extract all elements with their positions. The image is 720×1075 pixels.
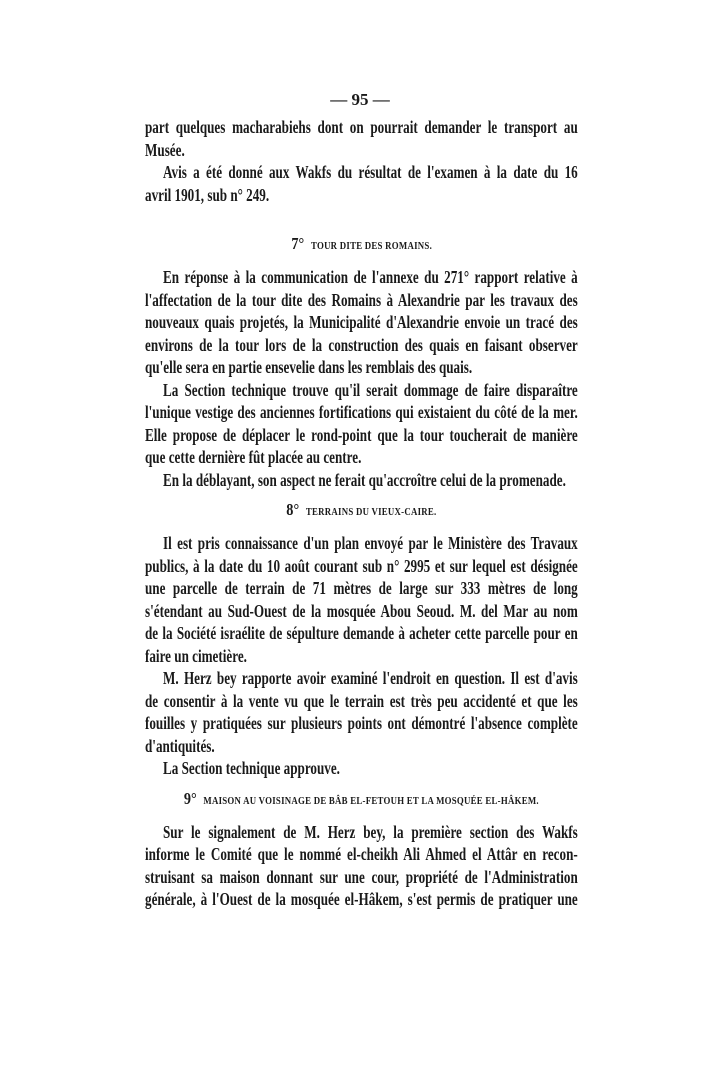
text-line: faire un cimetière. bbox=[145, 645, 247, 666]
section-number: 9° bbox=[183, 788, 197, 808]
section-number: 7° bbox=[291, 234, 305, 253]
paragraph bbox=[145, 667, 578, 757]
paragraph bbox=[145, 266, 578, 379]
text-line: que cette dernière fût placée au centre. bbox=[145, 447, 362, 467]
section-heading-text bbox=[286, 499, 436, 524]
section-title: TOUR DITE DES ROMAINS. bbox=[310, 241, 432, 252]
text-line: l'affectation de la tour dite des Romains à Alexandrie par les travaux des bbox=[145, 289, 578, 310]
text-line: Sur le signalement de M. Herz bey, la première section des Wakfs bbox=[163, 821, 578, 842]
section-heading bbox=[145, 499, 578, 524]
text-line: qu'elle sera en partie ensevelie dans les remblais des quais. bbox=[145, 357, 473, 377]
text-line: En la déblayant, son aspect ne ferait qu'accroître celui de la promenade. bbox=[163, 469, 566, 490]
text-line: Musée. bbox=[145, 139, 185, 160]
section-heading bbox=[145, 788, 578, 813]
text-line: avril 1901, sub n° 249. bbox=[145, 184, 270, 205]
text-line: publics, à la date du 10 août courant sub n° 2995 et sur lequel est désignée bbox=[145, 555, 578, 576]
text-line: générale, à l'Ouest de la mosquée el-Hâkem, s'est permis de pratiquer une bbox=[145, 889, 578, 909]
section-title: MAISON AU VOISINAGE DE BÂB EL-FETOUH ET LA MOSQUÉE EL-HÂKEM. bbox=[203, 795, 540, 807]
paragraph bbox=[145, 161, 578, 206]
paragraph bbox=[145, 757, 578, 780]
paragraph bbox=[145, 532, 578, 667]
section-heading-text bbox=[184, 788, 539, 813]
section-title: TERRAINS DU VIEUX-CAIRE. bbox=[305, 507, 437, 518]
text-line: part quelques macharabiehs dont on pourrait demander le transport au bbox=[145, 117, 578, 137]
text-line: d'antiquités. bbox=[145, 735, 215, 756]
text-line: M. Herz bey rapporte avoir examiné l'endroit en question. Il est d'avis bbox=[163, 668, 578, 688]
text-line: fouilles y pratiquées sur plusieurs points ont démontré l'absence complète bbox=[145, 713, 578, 733]
text-line: de consentir à la vente vu que le terrain est très peu accidenté et que les bbox=[145, 690, 578, 711]
text-line: s'étendant au Sud-Ouest de la mosquée Abou Seoud. M. del Mar au nom bbox=[145, 600, 578, 621]
paragraph bbox=[145, 379, 578, 469]
text-line: de la Société israélite de sépulture demande à acheter cette parcelle pour en bbox=[145, 623, 578, 643]
text-line: nouveaux quais projetés, la Municipalité d'Alexandrie envoie un tracé des bbox=[145, 312, 578, 332]
text-line: Avis a été donné aux Wakfs du résultat de l'examen à la date du 16 bbox=[163, 162, 578, 182]
section-heading bbox=[145, 233, 578, 258]
text-line: environs de la tour lors de la construction des quais en faisant observer bbox=[145, 334, 578, 355]
section-number: 8° bbox=[286, 500, 300, 519]
paragraph bbox=[145, 469, 578, 492]
text-line: La Section technique trouve qu'il serait dommage de faire disparaître bbox=[163, 379, 578, 400]
text-line: Il est pris connaissance d'un plan envoyé par le Ministère des Travaux bbox=[163, 533, 578, 553]
text-line: La Section technique approuve. bbox=[163, 758, 340, 778]
page-body bbox=[145, 116, 578, 911]
paragraph bbox=[145, 821, 578, 911]
text-line: une parcelle de terrain de 71 mètres de large sur 333 mètres de long bbox=[145, 578, 578, 598]
text-line: Elle propose de déplacer le rond-point que la tour toucherait de manière bbox=[145, 424, 578, 445]
section-heading-text bbox=[291, 233, 432, 258]
text-line: l'unique vestige des anciennes fortifications qui existaient du côté de la mer. bbox=[145, 402, 578, 422]
text-line: En réponse à la communication de l'annexe du 271° rapport relative à bbox=[163, 267, 578, 287]
paragraph bbox=[145, 116, 578, 161]
text-line: informe le Comité que le nommé el-cheikh Ali Ahmed el Attâr en recon- bbox=[145, 844, 578, 864]
page-number: — 95 — bbox=[330, 90, 390, 109]
text-line: struisant sa maison donnant sur une cour, propriété de l'Administration bbox=[145, 866, 578, 887]
